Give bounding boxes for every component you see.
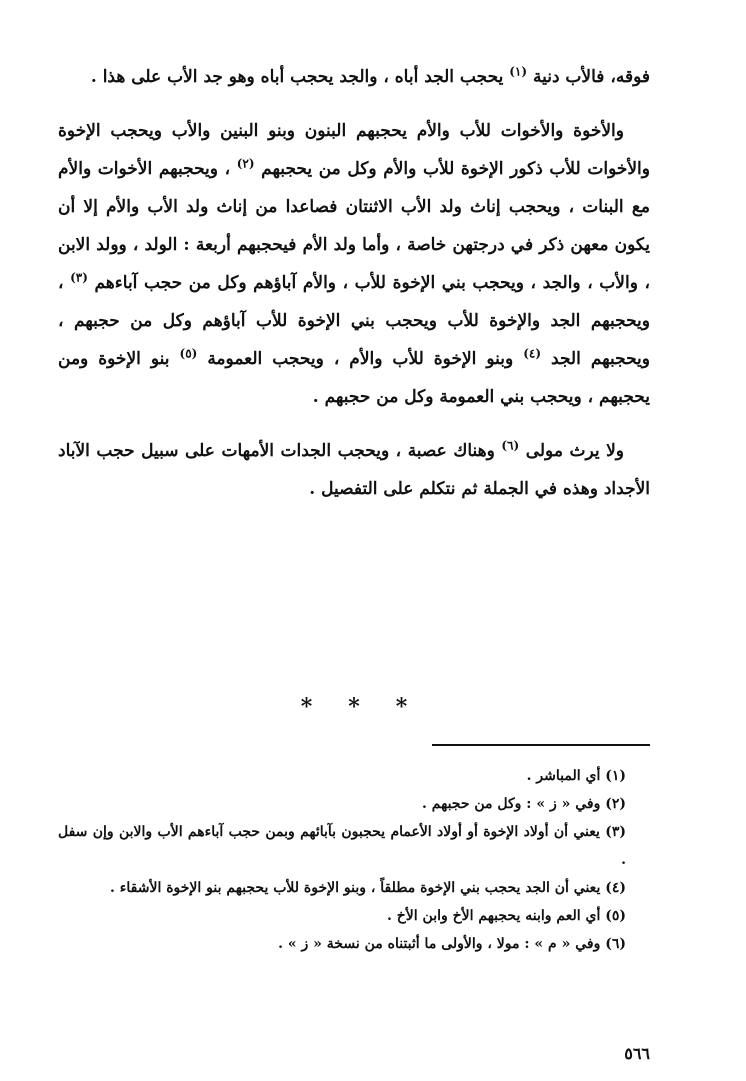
separator-star: *: [300, 694, 313, 720]
paragraph-text: ولا يرث مولى: [519, 441, 625, 461]
footnote-text: أي المباشر .: [526, 768, 606, 784]
separator-star: *: [348, 694, 360, 720]
footnote-6: [58, 930, 650, 958]
main-text: [58, 58, 650, 508]
paragraph-text: وهناك عصبة ، ويحجب الجدات الأمهات على سبيل حجب الآباد الأجداد وهذه في الجملة ثم نتكلم على التفصيل .: [58, 441, 650, 499]
footnote-4: [58, 874, 650, 902]
footnote-2: [58, 790, 650, 818]
paragraph-text: ، ويحجبهم الأخوات والأم مع البنات ، ويحجب إناث ولد الأب الاثنتان فصاعدا من إناث ولد الأب والأم إلا أن يكون معهن ذكر في درجتهن خاصة ، وأما ولد الأم فيحجبهم أربعة : الولد ، وولد الابن ، والأب ، والجد ، ويحجب بني الإخوة للأب ، والأم آباؤهم وكل من حجب آباءهم: [58, 159, 651, 293]
footnote-1: [58, 762, 650, 790]
section-separator: [58, 694, 650, 720]
footnote-ref[interactable]: (٣): [70, 270, 88, 285]
footnote-number: (٥): [605, 908, 626, 924]
paragraph-text: ، ويحجبهم الجد والإخوة للأب ويحجب بني الإخوة للأب آباؤهم وكل من حجبهم ، ويحجبهم الجد: [58, 273, 650, 369]
footnote-number: (٦): [605, 936, 626, 952]
separator-star: *: [395, 694, 408, 720]
paragraph-2: [58, 112, 650, 416]
paragraph-1: [58, 58, 650, 96]
page-number: ٥٦٦: [624, 1044, 650, 1063]
paragraph-3: [58, 432, 650, 508]
paragraph-text: والأخوة والأخوات للأب والأم يحجبهم البنون وبنو البنين والأب ويحجب الإخوة والأخوات للأب ذكور الإخوة للأب والأم وكل من يحجبهم: [58, 121, 650, 179]
footnote-number: (٢): [605, 796, 626, 812]
footnote-text: أي العم وابنه يحجبهم الأخ وابن الأخ .: [387, 908, 606, 924]
paragraph-text: فوقه، فالأب دنية: [527, 67, 650, 87]
footnote-number: (٣): [605, 824, 626, 840]
footnote-number: (١): [605, 768, 626, 784]
footnote-ref[interactable]: (٦): [501, 438, 520, 453]
paragraph-text: وبنو الإخوة للأب والأم ، ويحجب العمومة: [197, 349, 524, 369]
footnote-ref[interactable]: (٤): [523, 346, 542, 361]
footnote-text: وفي « ز » : وكل من حجبهم .: [422, 796, 606, 812]
footnote-text: يعني أن الجد يحجب بني الإخوة مطلقاً ، وبنو الإخوة للأب يحجبهم بنو الإخوة الأشقاء .: [110, 880, 606, 896]
paragraph-text: يحجب الجد أباه ، والجد يحجب أباه وهو جد الأب على هذا .: [90, 67, 510, 87]
footnote-divider: [432, 744, 650, 746]
footnote-3: [58, 818, 650, 874]
footnotes: [58, 762, 650, 958]
paragraph-text: بنو الإخوة ومن يحجبهم ، ويحجب بني العمومة وكل من حجبهم .: [58, 349, 650, 407]
footnote-text: وفي « م » : مولا ، والأولى ما أثبتناه من نسخة « ز » .: [278, 936, 606, 952]
footnote-ref[interactable]: (٢): [236, 156, 255, 171]
footnote-ref[interactable]: (٥): [179, 346, 198, 361]
footnote-ref[interactable]: (١): [509, 64, 528, 79]
book-page: [58, 58, 651, 1063]
footnote-5: [58, 902, 650, 930]
footnote-text: يعني أن أولاد الإخوة أو أولاد الأعمام يحجبون بآبائهم وبمن حجب آباءهم الأب والابن وإن سفل .: [58, 824, 626, 868]
footnote-number: (٤): [605, 880, 626, 896]
